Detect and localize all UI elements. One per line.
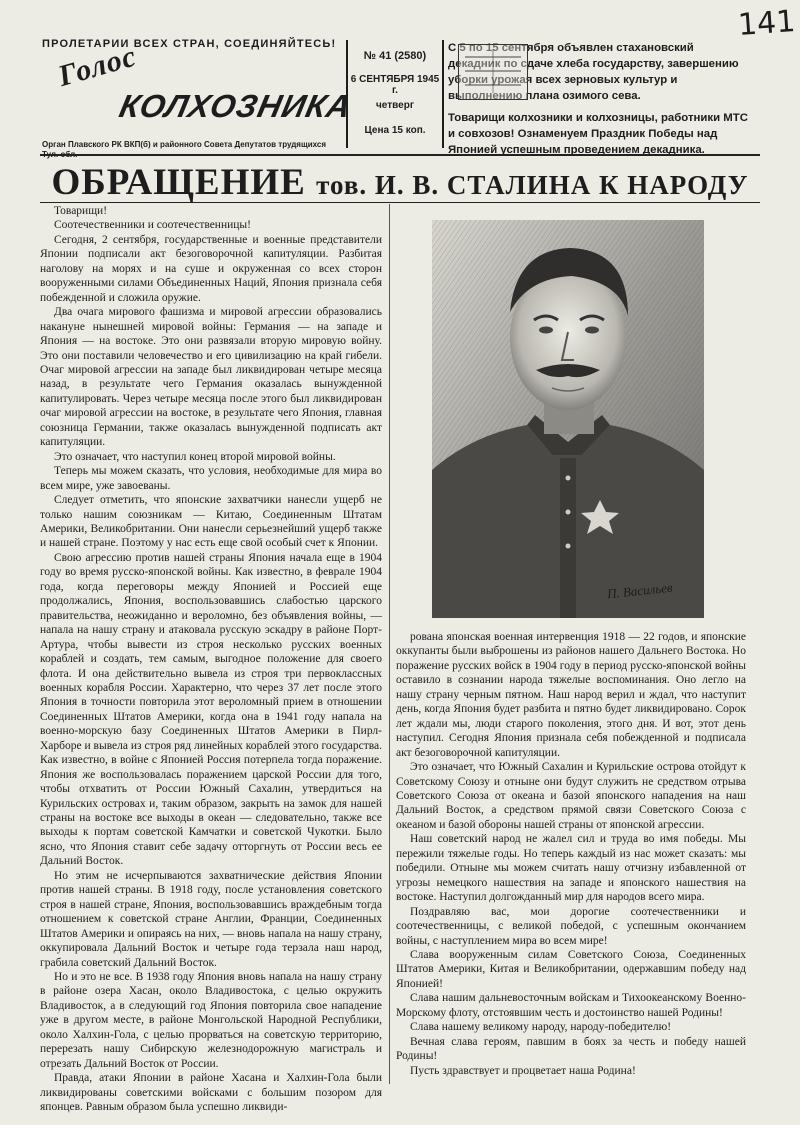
- masthead-slogan: ПРОЛЕТАРИИ ВСЕХ СТРАН, СОЕДИНЯЙТЕСЬ!: [42, 38, 337, 50]
- article-column-1: [40, 204, 382, 1114]
- article-paragraph: Соотечественники и соотечественницы!: [54, 219, 251, 232]
- notice-appeal: Товарищи колхозники и колхозницы, работники МТС и совхозов! Ознаменуем Праздник Победы над Японией успешным проведением декадника.: [448, 112, 748, 156]
- article-paragraph: Это означает, что наступил конец второй мировой войны.: [54, 450, 336, 463]
- portrait-drawing-icon: [432, 220, 704, 618]
- article-paragraph: Но этим не исчерпываются захватнические действия Японии против нашей страны. В 1918 году, после установления советского строя в нашей стране, Япония, воспользовавшись враждебным тогда отношением к советской стране Англии, Франции, Соединенных Штатов Америки и опираясь на них, — вновь напала на нашу страну, оккупировала Дальний Восток и четыре года терзала наш народ, грабила советский Дальний Восток.: [40, 869, 382, 969]
- article-paragraph: Это означает, что Южный Сахалин и Курильские острова отойдут к Советскому Союзу и отныне они будут служить не средством отрыва Советского Союза от океана и базой японского нападения на наш Дальний Восток, а средством прямой связи Советского Союза с океаном и базой обороны нашей страны от японской агрессии.: [396, 761, 746, 831]
- article-paragraph: Вечная слава героям, павшим в боях за честь и победу нашей Родины!: [396, 1035, 746, 1063]
- page-headline: [40, 160, 760, 208]
- article-paragraph: Свою агрессию против нашей страны Япония начала еще в 1904 году во время русско-японской войны. Как известно, в феврале 1904 года, когда переговоры между Японией и Россией еще продолжались, Япония, воспользовавшись слабостью царского правительства, неожиданно и вероломно, без объявления войны, — напала на нашу страну и атаковала русскую эскадру в районе Порт-Артура, чтобы вывести из строя несколько русских военных кораблей и создать, тем самым, выгодное положение для своего флота. И она действительно вывела из строя три первоклассных военных корабля России. Характерно, что через 37 лет после этого Япония в точности повторила этот вероломный прием в отношении Соединенных Штатов Америки, когда она в 1941 году напала на военно-морскую базу Соединенных Штатов Америки в Пирл-Харборе и вывела из строя ряд линейных кораблей этого государства. Как известно, в войне с Японией Россия потерпела тогда поражение. Япония же воспользовалась поражением царской России для того, чтобы отхватить от России Южный Сахалин, утвердиться на Курильских островах и, таким образом, закрыть на замок для нашей страны на востоке все выходы в океан — следовательно, также все выходы к портам советской Камчатки и советской Чукотки. Было ясно, что Япония ставит себе задачу отторгнуть от России весь ее Дальний Восток.: [40, 551, 382, 868]
- library-stamp: [458, 44, 528, 100]
- article-paragraph: Следует отметить, что японские захватчики нанесли ущерб не только нашим союзникам — Китаю, Соединенным Штатам Америки, Великобритании. Они нанесли серьезнейший ущерб также и нашей стране. Поэтому у нас есть еще свой особый счет к Японии.: [40, 494, 382, 550]
- logo-word-golos: Голос: [54, 39, 141, 94]
- masthead-rule: [40, 154, 760, 156]
- article-paragraph: Сегодня, 2 сентября, государственные и военные представители Японии подписали акт безоговорочной капитуляции. Разбитая наголову на морях и на суше и окруженная со всех сторон вооруженными силами Объединенных Наций, Япония признала себя побежденной и сложила оружие.: [40, 233, 382, 304]
- article-paragraph: Правда, атаки Японии в районе Хасана и Халхин-Гола были ликвидированы советскими войсками с большим позором для японцев. Равным образом была успешно ликвиди-: [40, 1072, 382, 1114]
- issue-price: Цена 15 коп.: [364, 125, 426, 136]
- article-paragraph: Но и это не все. В 1938 году Япония вновь напала на нашу страну в районе озера Хасан, около Владивостока, с целью окружить Владивосток, а в следующий год Япония повторила свое нападение уже в другом месте, в районе Монгольской Народной Республики, около Халхин-Гола, с целью прорваться на советскую территорию, перерезать нашу Сибирскую железнодорожную магистраль и отрезать Дальний Восток от России.: [40, 971, 382, 1070]
- article-paragraph: Слава нашему великому народу, народу-победителю!: [410, 1021, 672, 1034]
- column-divider: [389, 204, 390, 1084]
- headline-part1: ОБРАЩЕНИЕ: [51, 162, 306, 203]
- article-column-2: [396, 630, 746, 1085]
- article-paragraph: Слава нашим дальневосточным войскам и Тихоокеанскому Военно-Морскому флоту, отстоявшим честь и достоинство нашей Родины!: [396, 992, 746, 1019]
- article-paragraph: Товарищи!: [54, 205, 108, 217]
- notice-decadnik: С 5 по 15 сентября объявлен стахановский декадник по сдаче хлеба государству, завершению уборки урожая всех зерновых культур и выполнению плана озимого сева.: [448, 42, 739, 102]
- stamp-icon: [461, 47, 525, 95]
- portrait-signature: П. Васильев: [606, 579, 674, 602]
- logo-word-kolkhoznika: КОЛХОЗНИКА: [116, 88, 355, 124]
- issue-number: № 41 (2580): [363, 50, 427, 62]
- headline-rule: [40, 202, 760, 203]
- article-paragraph: Теперь мы можем сказать, что условия, необходимые для мира во всем мире, уже завоеваны.: [40, 465, 382, 492]
- issue-weekday: четверг: [376, 100, 414, 111]
- article-paragraph: Наш советский народ не жалел сил и труда во имя победы. Мы пережили тяжелые годы. Но теперь каждый из нас может сказать: мы победили. Отныне мы можем считать нашу отчизну избавленной от угрозы немецкого нашествия на западе и японского нашествия на востоке. Наступил долгожданный мир для народов всего мира.: [396, 833, 746, 904]
- article-paragraph: Пусть здравствует и процветает наша Родина!: [410, 1064, 636, 1077]
- archive-mark: 141: [736, 4, 797, 43]
- article-paragraph: Слава вооруженным силам Советского Союза, Соединенных Штатов Америки, Китая и Великобритании, одержавшим победу над Японией!: [396, 948, 746, 990]
- stalin-portrait: [432, 220, 704, 618]
- article-paragraph: Два очага мирового фашизма и мировой агрессии образовались накануне нынешней мировой войны: Германия — на западе и Япония — на востоке. Это они развязали вторую мировую войну. Это они поставили человечество и его цивилизацию на край гибели. Очаг мировой агрессии на западе был ликвидирован четыре месяца назад, в результате чего Германия оказалась вынужденной капитулировать. Через четыре месяца после этого был ликвидирован очаг мировой агрессии на востоке, в результате чего Япония, главная союзница Германии, также оказалась вынужденной подписать акт капитуляции.: [40, 306, 382, 449]
- issue-date: 6 СЕНТЯБРЯ 1945 г.: [350, 74, 440, 96]
- headline-part2: тов. И. В. СТАЛИНА К НАРОДУ: [316, 170, 749, 200]
- issue-info-box: [346, 40, 444, 148]
- article-paragraph: Поздравляю вас, мои дорогие соотечественники и соотечественницы, с великой победой, с успешным окончанием войны, с наступлением мира во всем мире!: [396, 905, 746, 947]
- article-paragraph: рована японская военная интервенция 1918 — 22 годов, и японские оккупанты были выброшены из районов нашего Дальнего Востока. Но поражение русских войск в 1904 году в период русско-японской войны оставило в сознании народа тяжелые воспоминания. Оно легло на нашу страну черным пятном. Наш народ верил и ждал, что наступит день, когда Япония будет разбита и пятно будет ликвидировано. Сорок лет ждали мы, люди старого поколения, этого дня. И вот, этот день наступил. Сегодня Япония признала себя побежденной и подписала акт безоговорочной капитуляции.: [396, 631, 746, 759]
- publisher-line: Орган Плавского РК ВКП(б) и районного Совета Депутатов трудящихся Тул. обл.: [42, 140, 326, 159]
